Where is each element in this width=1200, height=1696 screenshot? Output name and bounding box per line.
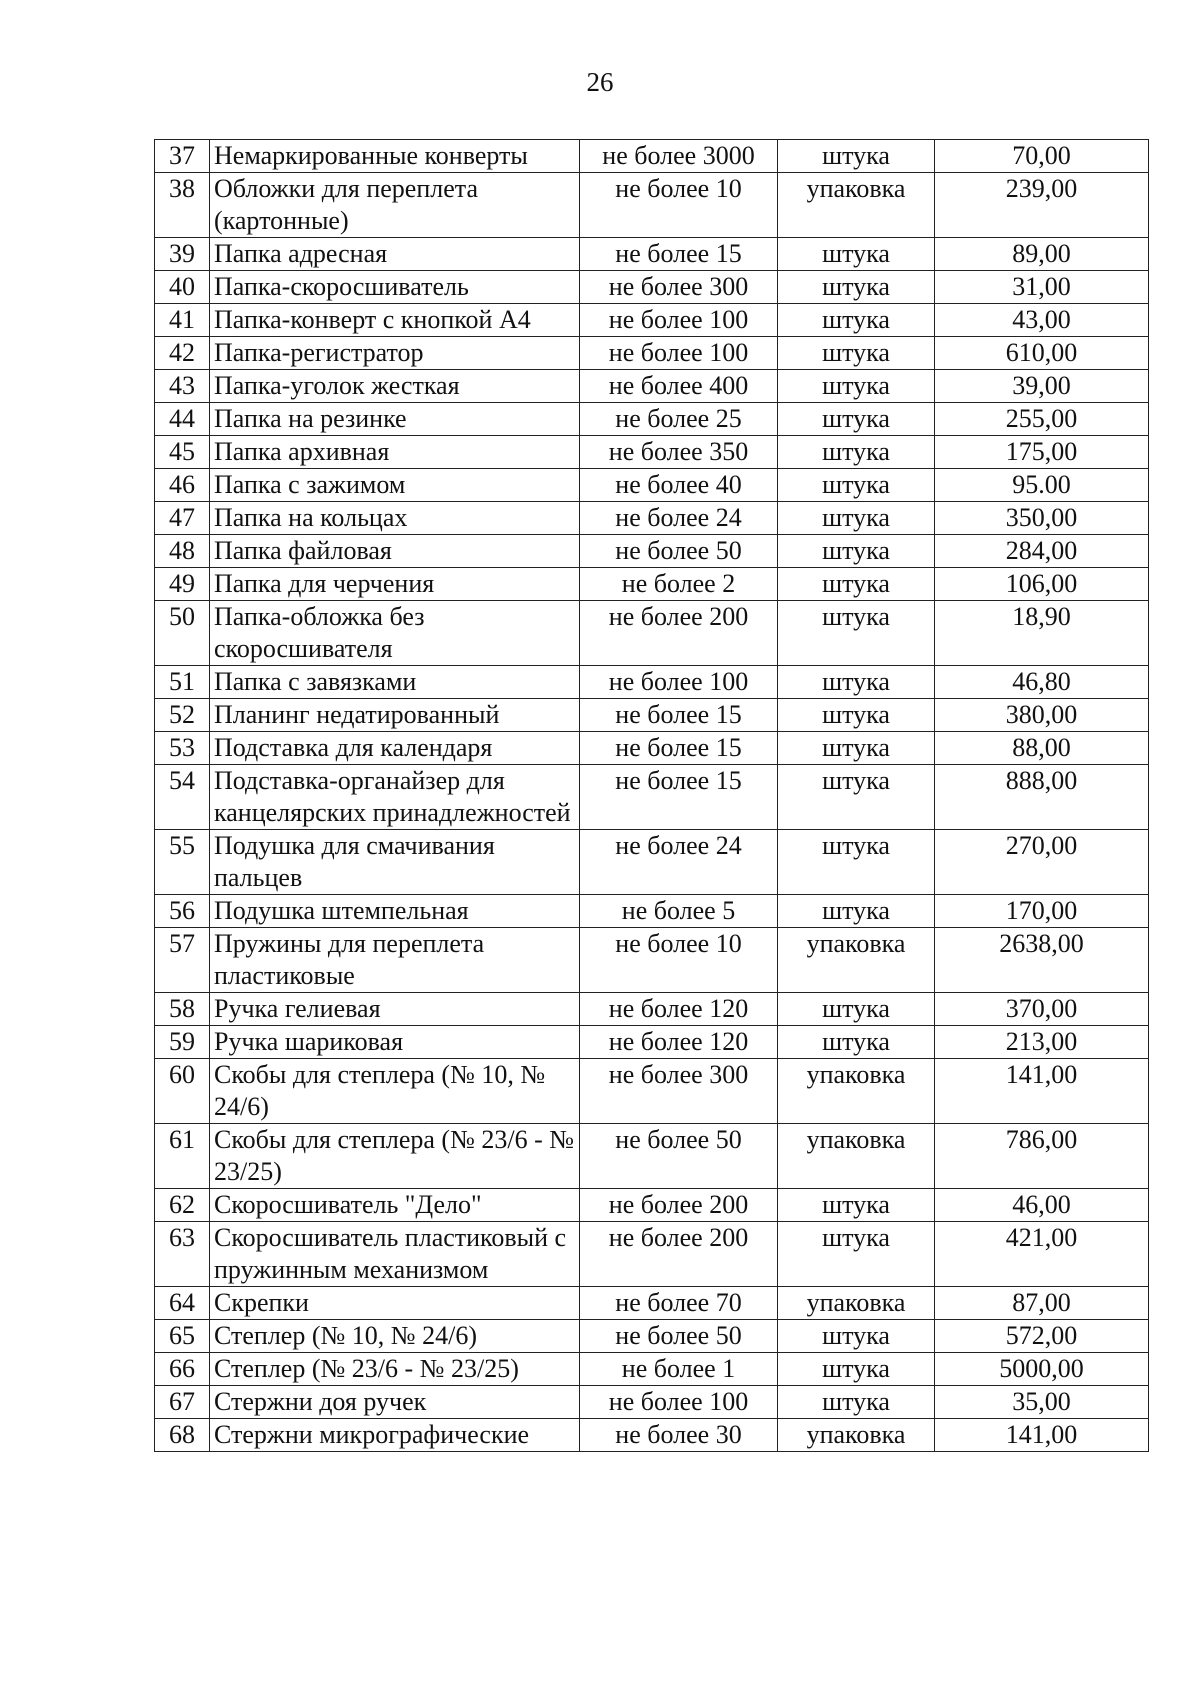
table-row [155, 699, 1149, 732]
item-unit: штука [778, 568, 935, 601]
row-number: 42 [155, 337, 210, 370]
row-number: 50 [155, 601, 210, 666]
table-row [155, 173, 1149, 238]
item-quantity: не более 70 [580, 1287, 778, 1320]
item-quantity: не более 15 [580, 732, 778, 765]
item-quantity: не более 50 [580, 535, 778, 568]
table-row [155, 1222, 1149, 1287]
table-row [155, 436, 1149, 469]
item-quantity: не более 300 [580, 271, 778, 304]
table-row [155, 765, 1149, 830]
row-number: 55 [155, 830, 210, 895]
table-row [155, 732, 1149, 765]
table-row [155, 469, 1149, 502]
row-number: 41 [155, 304, 210, 337]
item-unit: упаковка [778, 173, 935, 238]
item-name: Стержни доя ручек [210, 1386, 580, 1419]
row-number: 68 [155, 1419, 210, 1452]
item-price: 213,00 [935, 1026, 1149, 1059]
table-row [155, 1026, 1149, 1059]
item-name: Скобы для степлера (№ 23/6 - № 23/25) [210, 1124, 580, 1189]
row-number: 45 [155, 436, 210, 469]
item-name: Скоросшиватель "Дело" [210, 1189, 580, 1222]
item-quantity: не более 10 [580, 928, 778, 993]
row-number: 49 [155, 568, 210, 601]
item-price: 5000,00 [935, 1353, 1149, 1386]
item-unit: штука [778, 403, 935, 436]
table-row [155, 535, 1149, 568]
item-price: 106,00 [935, 568, 1149, 601]
table-row [155, 1353, 1149, 1386]
item-quantity: не более 5 [580, 895, 778, 928]
row-number: 47 [155, 502, 210, 535]
table-row [155, 337, 1149, 370]
item-price: 43,00 [935, 304, 1149, 337]
item-price: 141,00 [935, 1059, 1149, 1124]
item-unit: штука [778, 993, 935, 1026]
item-quantity: не более 15 [580, 699, 778, 732]
item-name: Подставка для календаря [210, 732, 580, 765]
item-name: Папка архивная [210, 436, 580, 469]
item-quantity: не более 40 [580, 469, 778, 502]
item-quantity: не более 30 [580, 1419, 778, 1452]
item-unit: штука [778, 304, 935, 337]
table-row [155, 370, 1149, 403]
row-number: 40 [155, 271, 210, 304]
item-quantity: не более 200 [580, 1189, 778, 1222]
item-name: Папка адресная [210, 238, 580, 271]
table-row [155, 1124, 1149, 1189]
item-name: Папка-регистратор [210, 337, 580, 370]
table-row [155, 666, 1149, 699]
item-unit: упаковка [778, 1287, 935, 1320]
item-name: Степлер (№ 23/6 - № 23/25) [210, 1353, 580, 1386]
table-row [155, 1059, 1149, 1124]
item-quantity: не более 100 [580, 666, 778, 699]
table-row [155, 403, 1149, 436]
item-quantity: не более 24 [580, 830, 778, 895]
table-row [155, 238, 1149, 271]
item-quantity: не более 24 [580, 502, 778, 535]
item-unit: штука [778, 140, 935, 173]
table-row [155, 568, 1149, 601]
row-number: 67 [155, 1386, 210, 1419]
item-unit: штука [778, 1386, 935, 1419]
item-price: 95.00 [935, 469, 1149, 502]
item-quantity: не более 200 [580, 601, 778, 666]
item-unit: штука [778, 502, 935, 535]
item-name: Ручка шариковая [210, 1026, 580, 1059]
item-name: Папка-уголок жесткая [210, 370, 580, 403]
item-price: 39,00 [935, 370, 1149, 403]
row-number: 52 [155, 699, 210, 732]
item-price: 18,90 [935, 601, 1149, 666]
item-price: 70,00 [935, 140, 1149, 173]
table-row [155, 928, 1149, 993]
table-row [155, 1419, 1149, 1452]
item-unit: штука [778, 765, 935, 830]
row-number: 63 [155, 1222, 210, 1287]
item-unit: штука [778, 271, 935, 304]
item-name: Папка с зажимом [210, 469, 580, 502]
table-row [155, 993, 1149, 1026]
item-unit: упаковка [778, 1124, 935, 1189]
item-quantity: не более 50 [580, 1320, 778, 1353]
table-row [155, 140, 1149, 173]
item-unit: штука [778, 666, 935, 699]
table-row [155, 1189, 1149, 1222]
item-unit: штука [778, 1189, 935, 1222]
item-name: Папка файловая [210, 535, 580, 568]
item-name: Папка-конверт с кнопкой А4 [210, 304, 580, 337]
item-price: 170,00 [935, 895, 1149, 928]
table-row [155, 601, 1149, 666]
item-unit: штука [778, 436, 935, 469]
supplies-table [154, 139, 1149, 1452]
table-row [155, 895, 1149, 928]
item-name: Степлер (№ 10, № 24/6) [210, 1320, 580, 1353]
item-unit: штука [778, 238, 935, 271]
item-name: Скоросшиватель пластиковый с пружинным механизмом [210, 1222, 580, 1287]
item-unit: штука [778, 1353, 935, 1386]
item-price: 350,00 [935, 502, 1149, 535]
item-name: Планинг недатированный [210, 699, 580, 732]
row-number: 57 [155, 928, 210, 993]
item-price: 284,00 [935, 535, 1149, 568]
item-price: 87,00 [935, 1287, 1149, 1320]
item-name: Ручка гелиевая [210, 993, 580, 1026]
item-unit: штука [778, 1222, 935, 1287]
row-number: 43 [155, 370, 210, 403]
row-number: 39 [155, 238, 210, 271]
table-row [155, 271, 1149, 304]
item-unit: штука [778, 1320, 935, 1353]
item-price: 370,00 [935, 993, 1149, 1026]
row-number: 62 [155, 1189, 210, 1222]
item-unit: упаковка [778, 1059, 935, 1124]
row-number: 37 [155, 140, 210, 173]
item-unit: штука [778, 337, 935, 370]
item-name: Папка для черчения [210, 568, 580, 601]
item-unit: упаковка [778, 928, 935, 993]
item-name: Папка с завязками [210, 666, 580, 699]
item-price: 46,00 [935, 1189, 1149, 1222]
item-name: Пружины для переплета пластиковые [210, 928, 580, 993]
item-quantity: не более 15 [580, 238, 778, 271]
item-unit: штука [778, 830, 935, 895]
row-number: 46 [155, 469, 210, 502]
row-number: 58 [155, 993, 210, 1026]
row-number: 59 [155, 1026, 210, 1059]
item-name: Немаркированные конверты [210, 140, 580, 173]
item-unit: штука [778, 469, 935, 502]
row-number: 48 [155, 535, 210, 568]
item-name: Подставка-органайзер для канцелярских принадлежностей [210, 765, 580, 830]
row-number: 64 [155, 1287, 210, 1320]
table-row [155, 830, 1149, 895]
item-unit: штука [778, 732, 935, 765]
row-number: 44 [155, 403, 210, 436]
item-quantity: не более 1 [580, 1353, 778, 1386]
item-quantity: не более 200 [580, 1222, 778, 1287]
item-name: Стержни микрографические [210, 1419, 580, 1452]
item-name: Папка на кольцах [210, 502, 580, 535]
table-row [155, 502, 1149, 535]
row-number: 53 [155, 732, 210, 765]
item-quantity: не более 50 [580, 1124, 778, 1189]
table-row [155, 1386, 1149, 1419]
item-quantity: не более 100 [580, 337, 778, 370]
row-number: 60 [155, 1059, 210, 1124]
item-price: 888,00 [935, 765, 1149, 830]
item-quantity: не более 2 [580, 568, 778, 601]
item-quantity: не более 120 [580, 993, 778, 1026]
row-number: 51 [155, 666, 210, 699]
item-quantity: не более 15 [580, 765, 778, 830]
item-name: Скобы для степлера (№ 10, № 24/6) [210, 1059, 580, 1124]
row-number: 38 [155, 173, 210, 238]
item-name: Обложки для переплета (картонные) [210, 173, 580, 238]
item-quantity: не более 400 [580, 370, 778, 403]
row-number: 56 [155, 895, 210, 928]
item-quantity: не более 10 [580, 173, 778, 238]
item-price: 610,00 [935, 337, 1149, 370]
page-number: 26 [586, 67, 614, 97]
row-number: 54 [155, 765, 210, 830]
item-unit: штука [778, 535, 935, 568]
item-unit: штука [778, 1026, 935, 1059]
item-price: 786,00 [935, 1124, 1149, 1189]
row-number: 61 [155, 1124, 210, 1189]
item-unit: штука [778, 699, 935, 732]
item-unit: упаковка [778, 1419, 935, 1452]
table-row [155, 1287, 1149, 1320]
row-number: 65 [155, 1320, 210, 1353]
item-quantity: не более 350 [580, 436, 778, 469]
table-row [155, 1320, 1149, 1353]
item-quantity: не более 120 [580, 1026, 778, 1059]
item-unit: штука [778, 601, 935, 666]
item-price: 270,00 [935, 830, 1149, 895]
item-price: 239,00 [935, 173, 1149, 238]
item-name: Подушка штемпельная [210, 895, 580, 928]
item-quantity: не более 300 [580, 1059, 778, 1124]
item-quantity: не более 100 [580, 1386, 778, 1419]
item-unit: штука [778, 370, 935, 403]
item-price: 31,00 [935, 271, 1149, 304]
item-name: Папка на резинке [210, 403, 580, 436]
item-quantity: не более 25 [580, 403, 778, 436]
item-price: 380,00 [935, 699, 1149, 732]
table-row [155, 304, 1149, 337]
item-unit: штука [778, 895, 935, 928]
table-body [155, 140, 1149, 1452]
item-price: 421,00 [935, 1222, 1149, 1287]
item-price: 255,00 [935, 403, 1149, 436]
item-price: 88,00 [935, 732, 1149, 765]
item-name: Папка-скоросшиватель [210, 271, 580, 304]
item-price: 2638,00 [935, 928, 1149, 993]
item-name: Подушка для смачивания пальцев [210, 830, 580, 895]
row-number: 66 [155, 1353, 210, 1386]
item-price: 175,00 [935, 436, 1149, 469]
item-price: 141,00 [935, 1419, 1149, 1452]
item-price: 572,00 [935, 1320, 1149, 1353]
item-price: 89,00 [935, 238, 1149, 271]
item-price: 35,00 [935, 1386, 1149, 1419]
item-price: 46,80 [935, 666, 1149, 699]
item-name: Папка-обложка без скоросшивателя [210, 601, 580, 666]
item-quantity: не более 3000 [580, 140, 778, 173]
item-quantity: не более 100 [580, 304, 778, 337]
item-name: Скрепки [210, 1287, 580, 1320]
